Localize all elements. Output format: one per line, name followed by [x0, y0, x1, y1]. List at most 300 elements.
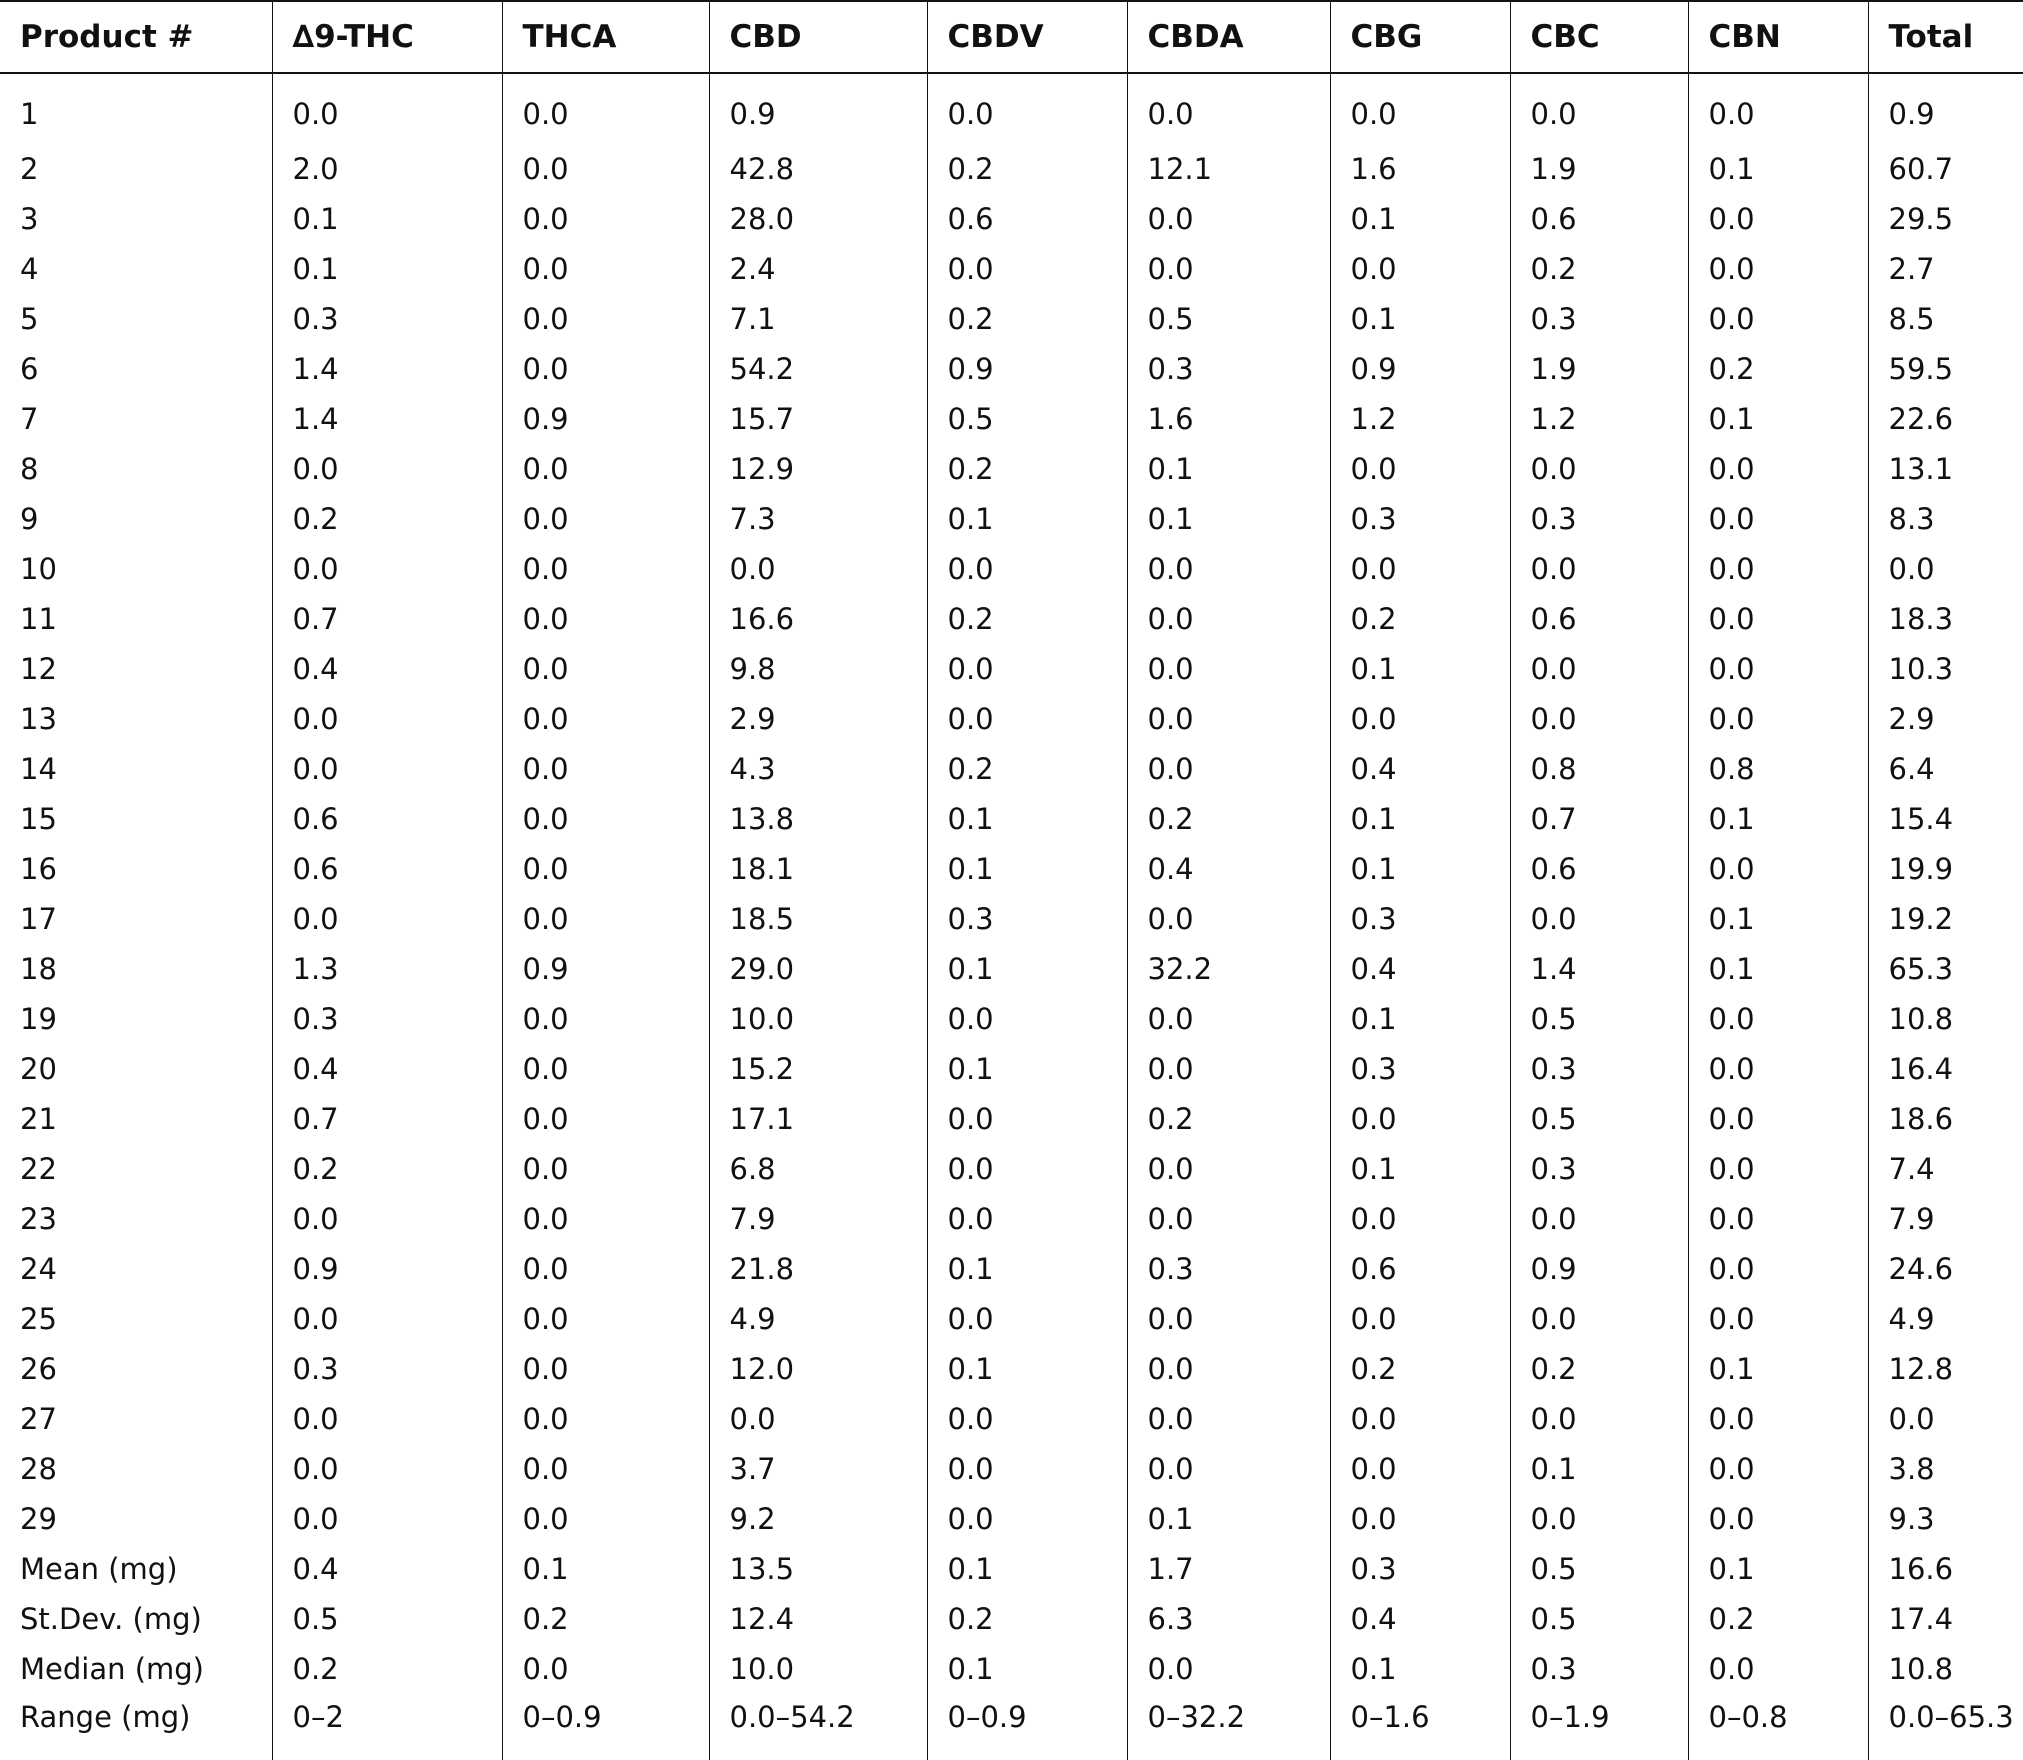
- value-cell: 0.5: [1510, 1594, 1688, 1644]
- value-cell: 0.7: [1510, 794, 1688, 844]
- table-row: [0, 1144, 2023, 1194]
- value-cell: 0.0: [272, 1444, 502, 1494]
- value-cell: 0.4: [272, 1044, 502, 1094]
- value-cell: 0.5: [1510, 1544, 1688, 1594]
- row-label-cell: 29: [20, 1502, 57, 1536]
- value-cell: 0.0: [1688, 494, 1868, 544]
- value-cell: 0.6: [1330, 1244, 1510, 1294]
- value-cell: 1.6: [1330, 144, 1510, 194]
- table-row: [0, 144, 2023, 194]
- value-cell: 16.4: [1868, 1044, 2023, 1094]
- value-cell: 0.0: [502, 744, 709, 794]
- value-cell: 0.0: [1688, 594, 1868, 644]
- value-cell: 2.9: [709, 694, 927, 744]
- value-cell: 0.1: [1688, 1344, 1868, 1394]
- table-row: [0, 1494, 2023, 1544]
- value-cell: 0.0: [927, 1094, 1127, 1144]
- value-cell: 0.0: [927, 1294, 1127, 1344]
- table-row: [0, 294, 2023, 344]
- row-label-cell: 23: [20, 1202, 57, 1236]
- table-row: [0, 1544, 2023, 1594]
- value-cell: 0.6: [927, 194, 1127, 244]
- value-cell: 0.1: [927, 944, 1127, 994]
- value-cell: 19.2: [1868, 894, 2023, 944]
- value-cell: 0.5: [1127, 294, 1330, 344]
- value-cell: 0.1: [1330, 1644, 1510, 1694]
- value-cell: 0–1.9: [1510, 1694, 1688, 1760]
- value-cell: 0–0.8: [1688, 1694, 1868, 1760]
- value-cell: 0.1: [927, 1044, 1127, 1094]
- value-cell: 0.0: [927, 1394, 1127, 1444]
- value-cell: 0.9: [272, 1244, 502, 1294]
- value-cell: 29.5: [1868, 194, 2023, 244]
- value-cell: 1.2: [1330, 394, 1510, 444]
- column-header: THCA: [502, 1, 709, 73]
- table-row: [0, 944, 2023, 994]
- table-row: [0, 1344, 2023, 1394]
- value-cell: 0.0: [1688, 294, 1868, 344]
- value-cell: 0.0: [1127, 244, 1330, 294]
- value-cell: 19.9: [1868, 844, 2023, 894]
- value-cell: 0.3: [1330, 1544, 1510, 1594]
- row-label-cell: Median (mg): [20, 1652, 204, 1686]
- value-cell: 0.0: [272, 1394, 502, 1444]
- value-cell: 28.0: [709, 194, 927, 244]
- value-cell: 0.8: [1510, 744, 1688, 794]
- value-cell: 0–0.9: [502, 1694, 709, 1760]
- row-label-cell: 18: [20, 952, 57, 986]
- value-cell: 13.8: [709, 794, 927, 844]
- value-cell: 59.5: [1868, 344, 2023, 394]
- value-cell: 0.2: [927, 294, 1127, 344]
- row-label-cell: 1: [20, 97, 39, 131]
- value-cell: 0.9: [502, 394, 709, 444]
- value-cell: 12.8: [1868, 1344, 2023, 1394]
- value-cell: 0.0: [502, 444, 709, 494]
- row-label-cell: 20: [20, 1052, 57, 1086]
- value-cell: 0.0: [1127, 644, 1330, 694]
- value-cell: 0.0: [1127, 744, 1330, 794]
- value-cell: 0.3: [1127, 344, 1330, 394]
- table-row: [0, 344, 2023, 394]
- value-cell: 0.0: [1127, 1194, 1330, 1244]
- value-cell: 0.1: [1127, 444, 1330, 494]
- value-cell: 2.7: [1868, 244, 2023, 294]
- value-cell: 0.0: [1330, 1394, 1510, 1444]
- row-label-cell: 11: [20, 602, 57, 636]
- value-cell: 0.0: [1330, 1094, 1510, 1144]
- value-cell: 0.6: [1510, 594, 1688, 644]
- value-cell: 0.0: [1127, 894, 1330, 944]
- row-label-cell: 9: [20, 502, 39, 536]
- value-cell: 0.0: [1688, 444, 1868, 494]
- value-cell: 0.2: [1127, 794, 1330, 844]
- value-cell: 0.0: [272, 1494, 502, 1544]
- table-row: [0, 1244, 2023, 1294]
- value-cell: 0.0: [502, 594, 709, 644]
- value-cell: 0.0: [272, 73, 502, 144]
- value-cell: 0.2: [502, 1594, 709, 1644]
- value-cell: 0.0: [927, 244, 1127, 294]
- value-cell: 0.0: [1688, 1094, 1868, 1144]
- value-cell: 21.8: [709, 1244, 927, 1294]
- value-cell: 0.1: [927, 794, 1127, 844]
- value-cell: 0.0: [502, 544, 709, 594]
- value-cell: 7.9: [709, 1194, 927, 1244]
- value-cell: 0.3: [1510, 1644, 1688, 1694]
- row-label-cell: 2: [20, 152, 39, 186]
- value-cell: 0.0: [1688, 244, 1868, 294]
- value-cell: 0–2: [272, 1694, 502, 1760]
- value-cell: 0.0: [1127, 994, 1330, 1044]
- value-cell: 0.0: [502, 344, 709, 394]
- value-cell: 0.0: [1688, 1194, 1868, 1244]
- value-cell: 0.3: [272, 994, 502, 1044]
- value-cell: 16.6: [709, 594, 927, 644]
- value-cell: 0.5: [272, 1594, 502, 1644]
- value-cell: 6.8: [709, 1144, 927, 1194]
- value-cell: 0.2: [927, 1594, 1127, 1644]
- value-cell: 0.0: [502, 73, 709, 144]
- value-cell: 0.0: [502, 644, 709, 694]
- value-cell: 0.8: [1688, 744, 1868, 794]
- value-cell: 0.0: [1688, 1494, 1868, 1544]
- value-cell: 0.0: [502, 1644, 709, 1694]
- table-row: [0, 244, 2023, 294]
- value-cell: 0.0: [502, 294, 709, 344]
- value-cell: 0.0: [502, 794, 709, 844]
- value-cell: 0.1: [927, 1644, 1127, 1694]
- table-row: [0, 1594, 2023, 1644]
- value-cell: 0.0: [1127, 1644, 1330, 1694]
- row-label-cell: 7: [20, 402, 39, 436]
- row-label-cell: 3: [20, 202, 39, 236]
- value-cell: 0.0: [1510, 644, 1688, 694]
- value-cell: 0.0: [1127, 1344, 1330, 1394]
- value-cell: 1.9: [1510, 344, 1688, 394]
- value-cell: 0.0: [502, 1294, 709, 1344]
- value-cell: 0.1: [927, 1344, 1127, 1394]
- value-cell: 12.9: [709, 444, 927, 494]
- value-cell: 0.0: [1688, 1244, 1868, 1294]
- table-row: [0, 1394, 2023, 1444]
- row-label-cell: Mean (mg): [20, 1552, 178, 1586]
- table-row: [0, 394, 2023, 444]
- column-header: Total: [1868, 1, 2023, 73]
- value-cell: 0.0: [1688, 1044, 1868, 1094]
- table-row: [0, 744, 2023, 794]
- row-label-cell: 26: [20, 1352, 57, 1386]
- value-cell: 0.0: [1868, 544, 2023, 594]
- row-label-cell: 24: [20, 1252, 57, 1286]
- value-cell: 0.1: [1688, 894, 1868, 944]
- table-row: [0, 1644, 2023, 1694]
- value-cell: 18.3: [1868, 594, 2023, 644]
- value-cell: 0.0: [1127, 544, 1330, 594]
- row-label-cell: 5: [20, 302, 39, 336]
- row-label-cell: Range (mg): [20, 1700, 191, 1734]
- value-cell: 13.1: [1868, 444, 2023, 494]
- value-cell: 0.0: [1688, 1144, 1868, 1194]
- value-cell: 0.0: [1688, 73, 1868, 144]
- value-cell: 0.0: [1688, 194, 1868, 244]
- value-cell: 0.0: [502, 1244, 709, 1294]
- value-cell: 4.9: [1868, 1294, 2023, 1344]
- value-cell: 0.0: [502, 494, 709, 544]
- value-cell: 0.1: [1510, 1444, 1688, 1494]
- value-cell: 0.7: [272, 594, 502, 644]
- row-label-cell: 8: [20, 452, 39, 486]
- value-cell: 1.7: [1127, 1544, 1330, 1594]
- row-label-cell: 17: [20, 902, 57, 936]
- value-cell: 0.0: [927, 1144, 1127, 1194]
- value-cell: 24.6: [1868, 1244, 2023, 1294]
- table-header: [0, 1, 2023, 73]
- value-cell: 15.4: [1868, 794, 2023, 844]
- value-cell: 0.0: [272, 544, 502, 594]
- value-cell: 3.7: [709, 1444, 927, 1494]
- header-row: [0, 1, 2023, 73]
- table-row: [0, 1194, 2023, 1244]
- value-cell: 0.0: [927, 694, 1127, 744]
- value-cell: 0.0: [1127, 594, 1330, 644]
- value-cell: 8.3: [1868, 494, 2023, 544]
- value-cell: 0.1: [927, 1544, 1127, 1594]
- value-cell: 0.0: [927, 644, 1127, 694]
- value-cell: 0.0: [1330, 444, 1510, 494]
- value-cell: 10.8: [1868, 1644, 2023, 1694]
- table-row: [0, 194, 2023, 244]
- value-cell: 0.0: [502, 194, 709, 244]
- value-cell: 0.1: [1330, 294, 1510, 344]
- value-cell: 0.2: [1688, 1594, 1868, 1644]
- value-cell: 0.0: [1688, 644, 1868, 694]
- column-header: CBD: [709, 1, 927, 73]
- value-cell: 0.9: [1330, 344, 1510, 394]
- value-cell: 10.0: [709, 1644, 927, 1694]
- value-cell: 0.0: [1127, 1044, 1330, 1094]
- value-cell: 0.5: [927, 394, 1127, 444]
- value-cell: 54.2: [709, 344, 927, 394]
- value-cell: 0.9: [709, 73, 927, 144]
- value-cell: 0.0: [1688, 1444, 1868, 1494]
- table-row: [0, 644, 2023, 694]
- row-label-cell: 6: [20, 352, 39, 386]
- value-cell: 9.2: [709, 1494, 927, 1544]
- value-cell: 10.0: [709, 994, 927, 1044]
- value-cell: 0.0: [502, 1194, 709, 1244]
- row-label-cell: 15: [20, 802, 57, 836]
- value-cell: 0.1: [272, 194, 502, 244]
- value-cell: 0.6: [272, 794, 502, 844]
- value-cell: 0.4: [1330, 1594, 1510, 1644]
- row-label-cell: 14: [20, 752, 57, 786]
- table-row: [0, 1044, 2023, 1094]
- table-row: [0, 494, 2023, 544]
- table-row: [0, 844, 2023, 894]
- value-cell: 0.2: [927, 744, 1127, 794]
- value-cell: 18.1: [709, 844, 927, 894]
- value-cell: 10.8: [1868, 994, 2023, 1044]
- value-cell: 0.0: [502, 1444, 709, 1494]
- value-cell: 0.2: [927, 144, 1127, 194]
- value-cell: 0.9: [502, 944, 709, 994]
- value-cell: 0.2: [1510, 1344, 1688, 1394]
- value-cell: 0.2: [1330, 594, 1510, 644]
- value-cell: 0.0: [1330, 544, 1510, 594]
- value-cell: 0.4: [1330, 744, 1510, 794]
- value-cell: 0.0: [272, 894, 502, 944]
- row-label-cell: 13: [20, 702, 57, 736]
- value-cell: 0.0: [502, 844, 709, 894]
- value-cell: 0.2: [1330, 1344, 1510, 1394]
- value-cell: 0.1: [1330, 844, 1510, 894]
- value-cell: 0.1: [927, 494, 1127, 544]
- value-cell: 3.8: [1868, 1444, 2023, 1494]
- value-cell: 0.2: [1127, 1094, 1330, 1144]
- column-header: CBDA: [1127, 1, 1330, 73]
- value-cell: 0.0: [1127, 694, 1330, 744]
- value-cell: 0.0–54.2: [709, 1694, 927, 1760]
- value-cell: 0.0: [927, 73, 1127, 144]
- value-cell: 0.9: [1868, 73, 2023, 144]
- value-cell: 0.4: [1330, 944, 1510, 994]
- row-label-cell: 27: [20, 1402, 57, 1436]
- value-cell: 0.0: [1510, 1194, 1688, 1244]
- value-cell: 0.0: [1510, 694, 1688, 744]
- value-cell: 0.0: [502, 1494, 709, 1544]
- value-cell: 22.6: [1868, 394, 2023, 444]
- column-header: CBN: [1688, 1, 1868, 73]
- value-cell: 12.1: [1127, 144, 1330, 194]
- value-cell: 0.0: [1688, 694, 1868, 744]
- value-cell: 17.1: [709, 1094, 927, 1144]
- value-cell: 9.8: [709, 644, 927, 694]
- value-cell: 0.6: [1510, 194, 1688, 244]
- table-row: [0, 73, 2023, 144]
- value-cell: 0.9: [1510, 1244, 1688, 1294]
- row-label-cell: 19: [20, 1002, 57, 1036]
- value-cell: 0.1: [1330, 194, 1510, 244]
- value-cell: 65.3: [1868, 944, 2023, 994]
- value-cell: 0.0: [1510, 1394, 1688, 1444]
- value-cell: 0.0: [1330, 244, 1510, 294]
- value-cell: 0.1: [1127, 1494, 1330, 1544]
- table-row: [0, 794, 2023, 844]
- value-cell: 0.0: [502, 694, 709, 744]
- row-label-cell: 25: [20, 1302, 57, 1336]
- table-row: [0, 444, 2023, 494]
- value-cell: 32.2: [1127, 944, 1330, 994]
- value-cell: 0.1: [1688, 794, 1868, 844]
- value-cell: 18.6: [1868, 1094, 2023, 1144]
- value-cell: 0.0: [502, 1144, 709, 1194]
- value-cell: 0.0: [1868, 1394, 2023, 1444]
- value-cell: 7.9: [1868, 1194, 2023, 1244]
- value-cell: 0.0: [272, 1294, 502, 1344]
- value-cell: 0.0: [1127, 1294, 1330, 1344]
- value-cell: 0.0: [927, 1194, 1127, 1244]
- value-cell: 0–32.2: [1127, 1694, 1330, 1760]
- value-cell: 0.0: [272, 1194, 502, 1244]
- value-cell: 7.1: [709, 294, 927, 344]
- value-cell: 6.4: [1868, 744, 2023, 794]
- table-row: [0, 594, 2023, 644]
- value-cell: 0.0: [502, 894, 709, 944]
- value-cell: 0.2: [272, 1644, 502, 1694]
- table-row: [0, 894, 2023, 944]
- value-cell: 1.6: [1127, 394, 1330, 444]
- value-cell: 0.1: [1330, 644, 1510, 694]
- table-row: [0, 1444, 2023, 1494]
- value-cell: 0.0: [1510, 1294, 1688, 1344]
- value-cell: 0.3: [1510, 1044, 1688, 1094]
- value-cell: 0.0–65.3: [1868, 1694, 2023, 1760]
- value-cell: 0.0: [1510, 444, 1688, 494]
- value-cell: 16.6: [1868, 1544, 2023, 1594]
- value-cell: 2.0: [272, 144, 502, 194]
- value-cell: 0.1: [1330, 994, 1510, 1044]
- value-cell: 0.5: [1510, 994, 1688, 1044]
- row-label-cell: 12: [20, 652, 57, 686]
- row-label-cell: 22: [20, 1152, 57, 1186]
- value-cell: 60.7: [1868, 144, 2023, 194]
- value-cell: 0–0.9: [927, 1694, 1127, 1760]
- value-cell: 0.3: [1127, 1244, 1330, 1294]
- row-label-cell: 10: [20, 552, 57, 586]
- value-cell: 0.0: [1688, 1644, 1868, 1694]
- value-cell: 0.3: [1330, 1044, 1510, 1094]
- value-cell: 15.2: [709, 1044, 927, 1094]
- value-cell: 1.4: [1510, 944, 1688, 994]
- column-header: CBG: [1330, 1, 1510, 73]
- value-cell: 0.0: [272, 694, 502, 744]
- value-cell: 0.1: [1688, 944, 1868, 994]
- value-cell: 0.0: [1510, 1494, 1688, 1544]
- table-row: [0, 1294, 2023, 1344]
- value-cell: 0.1: [1688, 1544, 1868, 1594]
- value-cell: 0.1: [1330, 1144, 1510, 1194]
- value-cell: 0.0: [1688, 544, 1868, 594]
- column-header: CBC: [1510, 1, 1688, 73]
- value-cell: 0.4: [272, 1544, 502, 1594]
- value-cell: 8.5: [1868, 294, 2023, 344]
- column-header: Product #: [0, 1, 272, 73]
- value-cell: 0.0: [1688, 844, 1868, 894]
- row-label-cell: St.Dev. (mg): [20, 1602, 202, 1636]
- value-cell: 0.0: [1330, 694, 1510, 744]
- value-cell: 1.9: [1510, 144, 1688, 194]
- table-row: [0, 1694, 2023, 1760]
- value-cell: 0.0: [1510, 73, 1688, 144]
- value-cell: 4.3: [709, 744, 927, 794]
- value-cell: 0.3: [1330, 494, 1510, 544]
- value-cell: 0.0: [272, 744, 502, 794]
- value-cell: 0.3: [1510, 294, 1688, 344]
- value-cell: 0.0: [1688, 1394, 1868, 1444]
- value-cell: 0.1: [272, 244, 502, 294]
- table-row: [0, 544, 2023, 594]
- value-cell: 0.1: [1688, 144, 1868, 194]
- value-cell: 4.9: [709, 1294, 927, 1344]
- value-cell: 0.0: [502, 1344, 709, 1394]
- value-cell: 0.2: [272, 494, 502, 544]
- row-label-cell: 28: [20, 1452, 57, 1486]
- value-cell: 0.0: [502, 144, 709, 194]
- table-row: [0, 694, 2023, 744]
- value-cell: 0.1: [1330, 794, 1510, 844]
- value-cell: 0.2: [272, 1144, 502, 1194]
